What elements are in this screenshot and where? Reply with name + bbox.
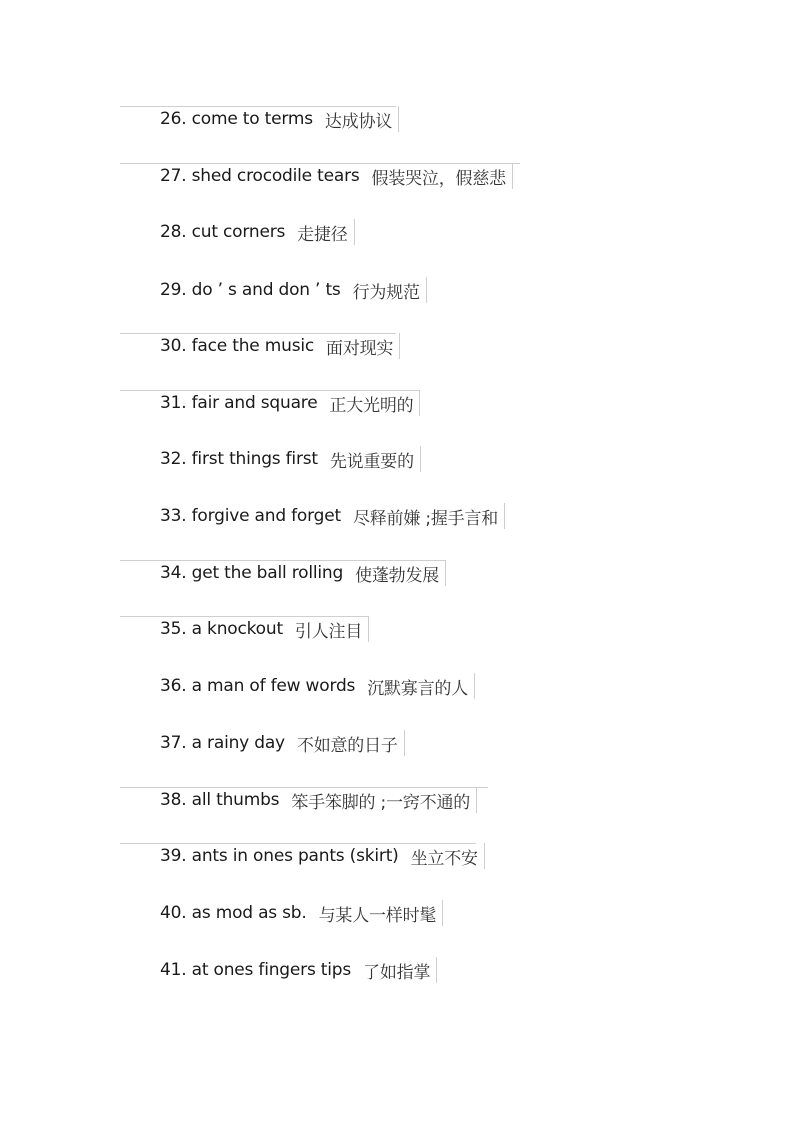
phrase-line	[160, 560, 446, 586]
english-phrase: 38. all thumbs	[160, 790, 280, 810]
phrase-line	[160, 277, 427, 303]
chinese-meaning: 先说重要的	[329, 451, 414, 472]
english-phrase: 33. forgive and forget	[160, 506, 341, 526]
phrase-line	[160, 390, 420, 416]
chinese-meaning: 不如意的日子	[296, 735, 398, 756]
chinese-meaning: 行为规范	[352, 282, 420, 303]
english-phrase: 31. fair and square	[160, 393, 318, 413]
chinese-meaning: 坐立不安	[410, 848, 478, 869]
english-phrase: 26. come to terms	[160, 109, 313, 129]
english-phrase: 32. first things first	[160, 449, 318, 469]
english-phrase: 35. a knockout	[160, 619, 283, 639]
chinese-meaning: 尽释前嫌 ;握手言和	[352, 508, 499, 529]
phrase-line	[160, 673, 475, 699]
chinese-meaning: 引人注目	[294, 621, 363, 642]
phrase-line	[160, 900, 443, 926]
phrase-line	[160, 333, 400, 359]
chinese-meaning: 使蓬勃发展	[355, 565, 440, 586]
chinese-meaning: 沉默寡言的人	[367, 678, 469, 699]
chinese-meaning: 面对现实	[326, 338, 394, 359]
english-phrase: 29. do ’ s and don ’ ts	[160, 280, 341, 300]
phrase-line	[160, 163, 513, 189]
english-phrase: 27. shed crocodile tears	[160, 166, 360, 186]
chinese-meaning: 正大光明的	[329, 395, 414, 416]
phrase-line	[160, 843, 485, 869]
english-phrase: 41. at ones fingers tips	[160, 960, 352, 980]
english-phrase: 28. cut corners	[160, 222, 286, 242]
chinese-meaning: 了如指掌	[363, 962, 431, 983]
english-phrase: 30. face the music	[160, 336, 315, 356]
english-phrase: 34. get the ball rolling	[160, 563, 344, 583]
phrase-line	[160, 787, 477, 813]
english-phrase: 40. as mod as sb.	[160, 903, 307, 923]
chinese-meaning: 假装哭泣，假慈悲	[371, 168, 506, 189]
phrase-line	[160, 503, 505, 529]
phrase-line	[160, 106, 399, 132]
phrase-line	[160, 957, 437, 983]
phrase-line	[160, 219, 355, 245]
english-phrase: 37. a rainy day	[160, 733, 285, 753]
chinese-meaning: 走捷径	[297, 224, 348, 245]
phrase-line	[160, 616, 369, 642]
chinese-meaning: 达成协议	[324, 111, 393, 132]
phrase-line	[160, 730, 405, 756]
phrase-line	[160, 446, 421, 472]
english-phrase: 36. a man of few words	[160, 676, 356, 696]
chinese-meaning: 与某人一样时髦	[318, 905, 437, 926]
english-phrase: 39. ants in ones pants (skirt)	[160, 846, 399, 866]
chinese-meaning: 笨手笨脚的 ;一窍不通的	[291, 792, 471, 813]
